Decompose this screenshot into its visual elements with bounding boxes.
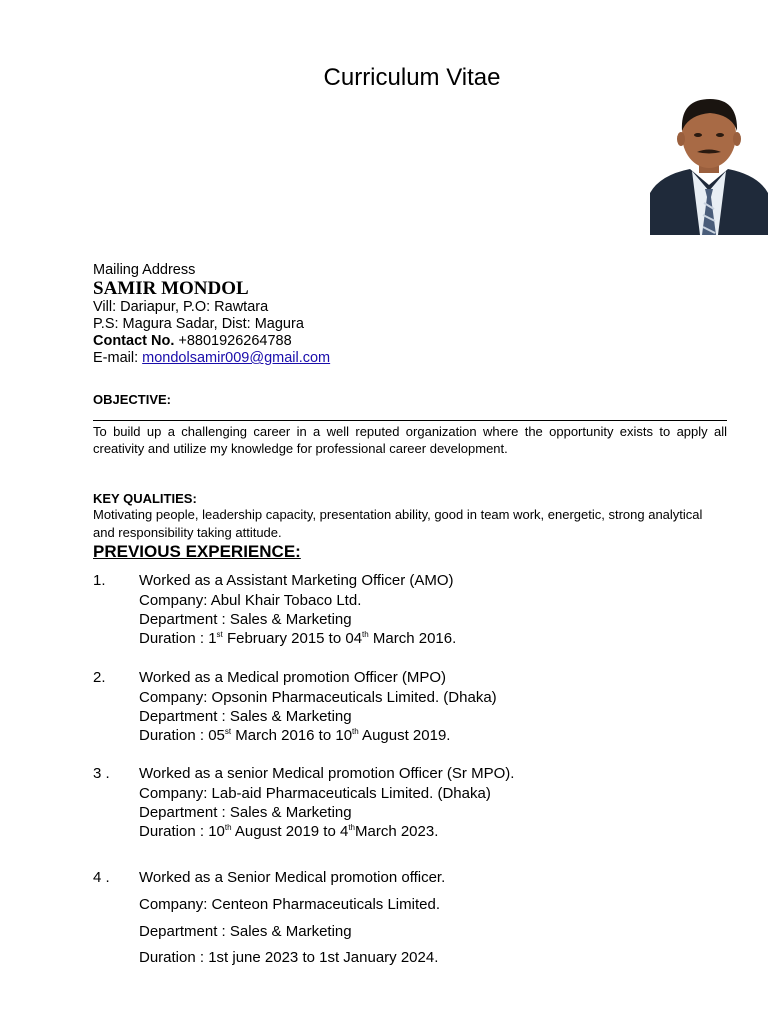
experience-department: Department : Sales & Marketing: [139, 611, 352, 628]
key-qualities-heading: KEY QUALITIES:: [93, 491, 197, 506]
mailing-address-block: [93, 262, 330, 367]
experience-role: Worked as a senior Medical promotion Officer (Sr MPO).: [139, 765, 515, 782]
profile-photo: [650, 93, 768, 235]
document-title: Curriculum Vitae: [323, 64, 501, 91]
contact-label: Contact No.: [93, 333, 175, 349]
experience-company: Company: Lab-aid Pharmaceuticals Limited. (Dhaka): [139, 785, 491, 802]
email-label: E-mail:: [93, 350, 143, 366]
experience-number: 4 .: [93, 869, 110, 886]
contact-value: +8801926264788: [174, 333, 292, 349]
experience-company: Company: Centeon Pharmaceuticals Limited.: [139, 896, 440, 913]
experience-role: Worked as a Medical promotion Officer (MPO): [139, 669, 447, 686]
experience-department: Department : Sales & Marketing: [139, 923, 352, 940]
experience-number: 2.: [93, 669, 106, 686]
experience-department: Department : Sales & Marketing: [139, 708, 352, 725]
experience-duration: Duration : 05st March 2016 to 10th August 2019.: [139, 727, 451, 744]
candidate-name: SAMIR MONDOL: [93, 278, 249, 299]
experience-duration: Duration : 1st june 2023 to 1st January 2024.: [139, 949, 439, 966]
experience-role: Worked as a Senior Medical promotion officer.: [139, 869, 446, 886]
experience-company: Company: Abul Khair Tobaco Ltd.: [139, 592, 362, 609]
address-line-1: Vill: Dariapur, P.O: Rawtara: [93, 299, 269, 315]
address-line-2: P.S: Magura Sadar, Dist: Magura: [93, 316, 304, 332]
experience-duration: Duration : 1st February 2015 to 04th March 2016.: [139, 630, 457, 647]
experience-company: Company: Opsonin Pharmaceuticals Limited. (Dhaka): [139, 689, 497, 706]
experience-department: Department : Sales & Marketing: [139, 804, 352, 821]
objective-heading: OBJECTIVE:: [93, 392, 172, 407]
experience-duration: Duration : 10th August 2019 to 4thMarch 2023.: [139, 823, 439, 840]
experience-number: 1.: [93, 572, 106, 589]
previous-experience-heading: PREVIOUS EXPERIENCE:: [93, 542, 301, 561]
experience-number: 3 .: [93, 765, 110, 782]
email-link[interactable]: mondolsamir009@gmail.com: [142, 350, 331, 366]
contact-line: [93, 333, 330, 350]
mailing-address-label: Mailing Address: [93, 262, 196, 278]
email-line: [93, 350, 330, 367]
objective-divider: [93, 420, 727, 421]
key-qualities-text: Motivating people, leadership capacity, presentation ability, good in team work, energetic, strong analytical and responsibility taking attitude.: [93, 507, 703, 540]
objective-text: To build up a challenging career in a well reputed organization where the opportunity exists to apply all creativity and utilize my knowledge for professional career development.: [93, 424, 727, 456]
experience-role: Worked as a Assistant Marketing Officer (AMO): [139, 572, 454, 589]
profile-photo-image: [650, 93, 768, 235]
